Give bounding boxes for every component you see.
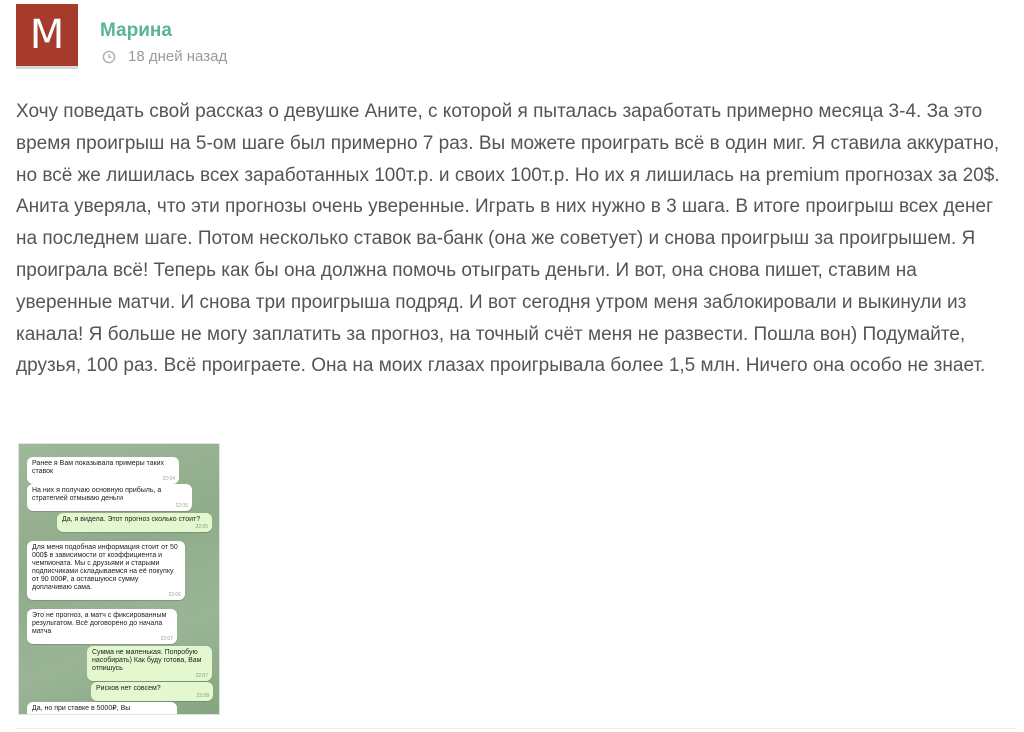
chat-message-time: 22:08 — [196, 693, 209, 699]
comment-text: Хочу поведать свой рассказ о девушке Аните, с которой я пыталась заработать примерно месяца 3-4. За это время проигрыш на 5-ом шаге был примерно 7 раз. Вы можете проиграть всё в один миг. Я ставила аккуратно, но всё же лишилась всех заработанных 100т.р. и своих 100т.р. Но их я лишилась на premium прогнозах за 20$. Анита уверяла, что эти прогнозы очень уверенные. Играть в них нужно в 3 шага. В итоге проигрыш всех денег на последнем шаге. Потом несколько ставок ва-банк (она же советует) и снова проигрыш за проигрышем. Я проиграла всё! Теперь как бы она должна помочь отыграть деньги. И вот, она снова пишет, ставим на уверенные матчи. И снова три проигрыша подряд. И вот сегодня утром меня заблокировали и выкинули из канала! Я больше не могу заплатить за прогноз, на точный счёт меня не развести. Пошла вон) Подумайте, друзья, 100 раз. Всё проиграете. Она на моих глазах проигрывала более 1,5 млн. Ничего она особо не знает. — [16, 101, 1000, 377]
chat-message-time: 22:07 — [195, 673, 208, 679]
chat-message-text: Сумма не маленькая. Попробую насобирать) Как буду готова, Вам отпишусь — [92, 649, 202, 672]
comment-meta — [102, 48, 227, 65]
chat-message — [91, 682, 213, 701]
chat-message-time: 22:06 — [168, 592, 181, 598]
chat-message-time: 22:04 — [162, 476, 175, 482]
divider — [16, 728, 1016, 729]
chat-message-text: Да, но при ставке в 5000₽, Вы — [32, 705, 131, 712]
chat-message — [57, 513, 212, 532]
time-ago: 18 дней назад — [128, 48, 228, 65]
chat-message — [87, 646, 212, 681]
chat-message-time: 22:05 — [195, 524, 208, 530]
chat-message-time: 22:07 — [160, 636, 173, 642]
chat-message — [27, 702, 177, 715]
chat-message — [27, 457, 179, 484]
author-name[interactable]: Марина — [100, 20, 172, 41]
chat-message — [27, 609, 177, 644]
chat-message-text: Это не прогноз, а матч с фиксированным результатом. Всё договорено до начала матча — [32, 612, 167, 635]
chat-message-text: Да, я видела. Этот прогноз сколько стоит? — [62, 516, 201, 523]
chat-message-text: Рисков нет совсем? — [96, 685, 161, 692]
chat-message-text: Ранее я Вам показывала примеры таких ставок — [32, 460, 165, 475]
chat-message-text: На них я получаю основную прибыль, а стратегией отмываю деньги — [32, 487, 162, 502]
clock-icon — [102, 50, 116, 64]
chat-message-time: 22:05 — [175, 503, 188, 509]
chat-message — [27, 541, 185, 600]
chat-screenshot-image[interactable] — [18, 443, 220, 715]
avatar: М — [16, 4, 78, 69]
chat-message — [27, 484, 192, 511]
chat-message-text: Для меня подобная информация стоит от 50 000$ в зависимости от коэффициента и чемпионата. Мы с друзьями и старыми подписчиками складываемся на её покупку от 90 000₽, а оставшуюся сумму доплачиваю сама. — [32, 544, 178, 591]
